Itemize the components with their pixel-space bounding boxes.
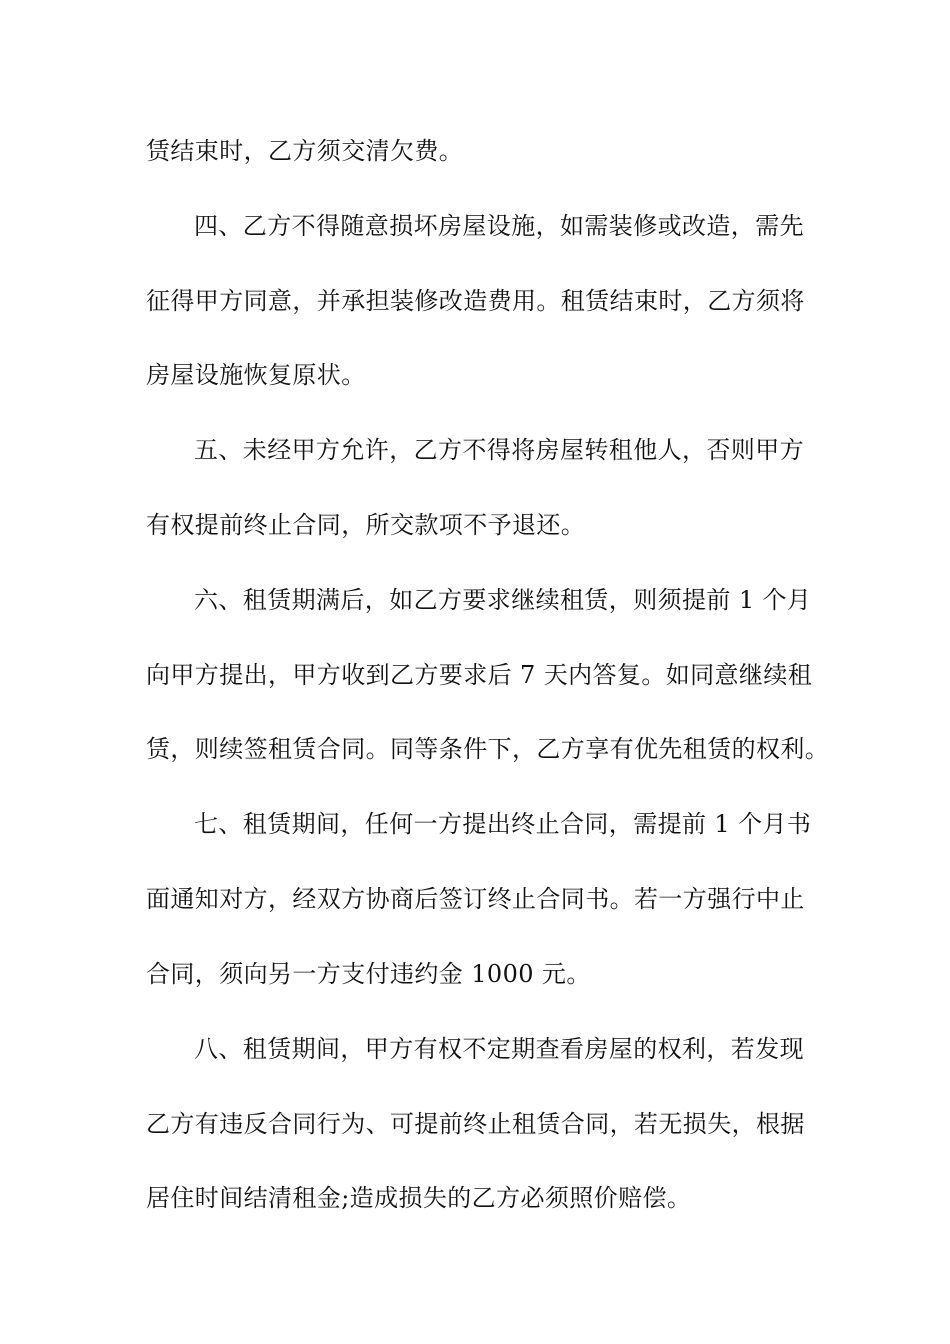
paragraph-five-start: 五、未经甲方允许，乙方不得将房屋转租他人，否则甲方 [194,436,804,464]
paragraph-four-start: 四、乙方不得随意损坏房屋设施，如需装修或改造，需先 [194,212,804,240]
text-line: 赁结束时，乙方须交清欠费。 [146,137,464,165]
text-line: 乙方有违反合同行为、可提前终止租赁合同，若无损失，根据 [146,1110,805,1138]
text-line: 合同，须向另一方支付违约金 1000 元。 [146,960,591,988]
text-line: 赁，则续签租赁合同。同等条件下，乙方享有优先租赁的权利。 [146,735,830,763]
paragraph-six-start: 六、租赁期满后，如乙方要求继续租赁，则须提前 1 个月 [194,586,812,614]
paragraph-eight-start: 八、租赁期间，甲方有权不定期查看房屋的权利，若发现 [194,1035,804,1063]
text-line: 面通知对方，经双方协商后签订终止合同书。若一方强行中止 [146,885,805,913]
text-line: 有权提前终止合同，所交款项不予退还。 [146,511,586,539]
text-line: 征得甲方同意，并承担装修改造费用。租赁结束时，乙方须将 [146,287,805,315]
text-line: 房屋设施恢复原状。 [146,361,366,389]
paragraph-seven-start: 七、租赁期间，任何一方提出终止合同，需提前 1 个月书 [194,810,812,838]
text-line: 向甲方提出，甲方收到乙方要求后 7 天内答复。如同意继续租 [146,661,813,689]
text-line: 居住时间结清租金;造成损失的乙方必须照价赔偿。 [146,1184,692,1212]
